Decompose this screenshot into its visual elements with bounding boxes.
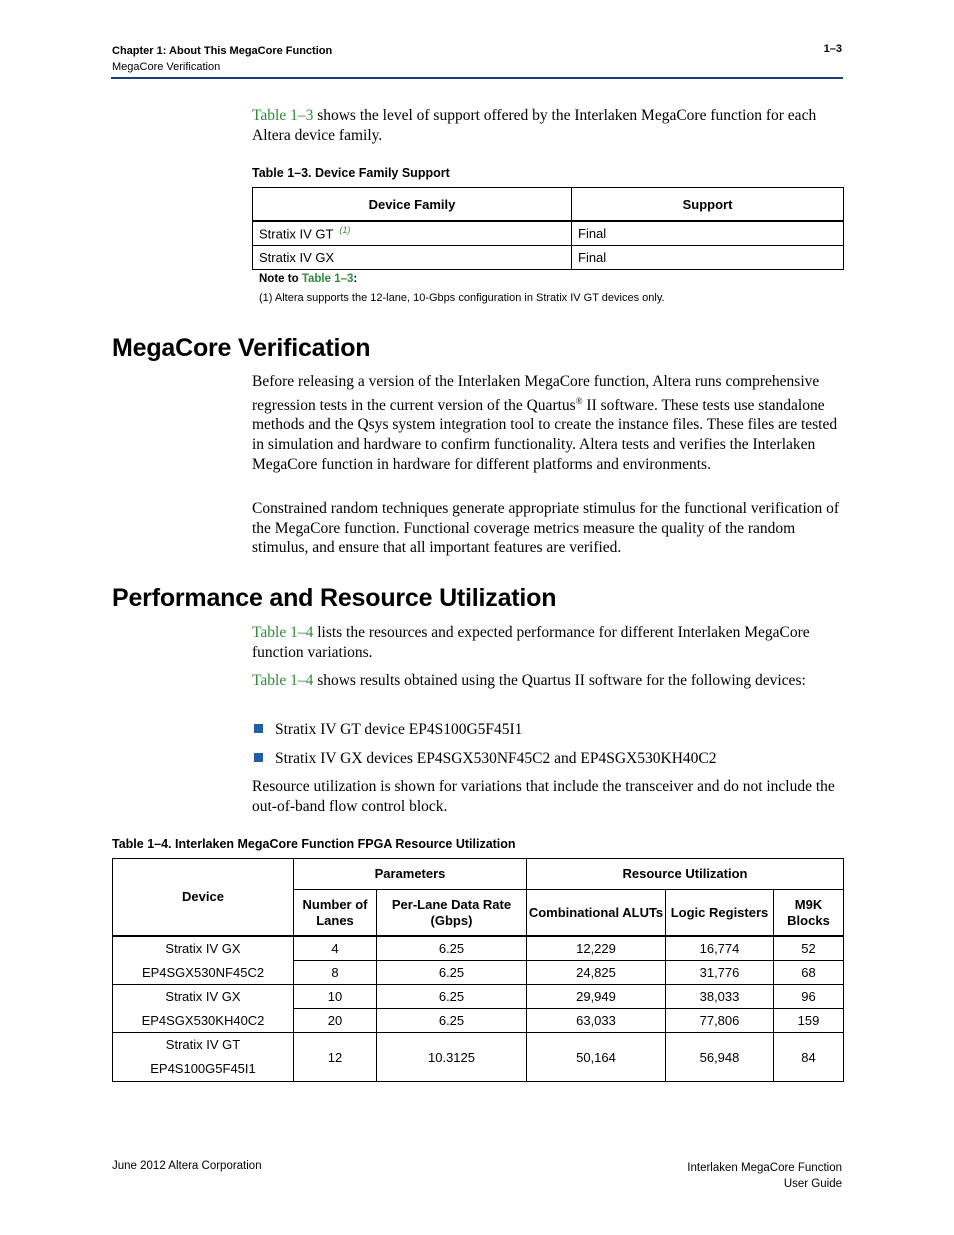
table-note: [259, 270, 665, 308]
heading-performance: Performance and Resource Utilization: [112, 584, 557, 612]
p2-text: shows results obtained using the Quartus II software for the following devices:: [313, 672, 806, 689]
cell-m9k: 68: [774, 961, 844, 985]
verification-paragraph-2: Constrained random techniques generate appropriate stimulus for the functional verification of the MegaCore function. Functional coverage metrics measure the quality of the random stimulus, and ensure that all important features are verified.: [252, 500, 840, 557]
p1-text-b: II software. These tests use standalone methods and the Qsys system integration tool to create the instance files. These files are tested in simulation and hardware to confirm functionality. Altera tests and verifies the Interlaken MegaCore function in hardware for different platforms and environments.: [252, 396, 838, 473]
cell-family: Stratix IV GX: [253, 246, 572, 270]
table-row: [253, 221, 844, 246]
table-1-3-link[interactable]: Table 1–3: [252, 107, 314, 124]
cell-rate: 6.25: [377, 1009, 527, 1033]
bullet-text: Stratix IV GX devices EP4SGX530NF45C2 and EP4SGX530KH40C2: [275, 750, 717, 767]
table-row: [113, 936, 844, 961]
cell-support: Final: [572, 221, 844, 246]
performance-paragraph-3: Resource utilization is shown for variations that include the transceiver and do not include the out-of-band flow control block.: [252, 778, 835, 815]
table-1-4-link[interactable]: Table 1–4: [252, 672, 314, 689]
cell-m9k: 84: [774, 1033, 844, 1082]
resource-utilization-table: [112, 858, 844, 1082]
col-header-aluts: Combinational ALUTs: [527, 890, 666, 937]
col-header-device-family: Device Family: [253, 188, 572, 222]
table-row: [113, 961, 844, 985]
performance-paragraph-1: [252, 623, 844, 662]
bullet-text: Stratix IV GT device EP4S100G5F45I1: [275, 721, 523, 738]
cell-registers: 38,033: [666, 985, 774, 1009]
col-header-lanes: Number of Lanes: [294, 890, 377, 937]
cell-support: Final: [572, 246, 844, 270]
cell-lanes: 10: [294, 985, 377, 1009]
cell-rate: 10.3125: [377, 1033, 527, 1082]
registered-mark: ®: [575, 395, 583, 406]
cell-lanes: 4: [294, 936, 377, 961]
cell-aluts: 29,949: [527, 985, 666, 1009]
performance-paragraph-2: [252, 671, 844, 691]
footer-date-company: June 2012 Altera Corporation: [112, 1160, 262, 1172]
device-cell: [113, 1033, 294, 1082]
device-part-number: EP4SGX530KH40C2: [113, 1009, 294, 1033]
note-prefix: Note to: [259, 273, 302, 285]
cell-registers: 31,776: [666, 961, 774, 985]
p1-text: lists the resources and expected performance for different Interlaken MegaCore function variations.: [252, 624, 810, 661]
section-title: MegaCore Verification: [112, 61, 221, 73]
cell-lanes: 20: [294, 1009, 377, 1033]
footnote-ref[interactable]: (1): [339, 225, 351, 236]
cell-rate: 6.25: [377, 961, 527, 985]
footer-doc-type: User Guide: [783, 1178, 842, 1190]
cell-registers: 77,806: [666, 1009, 774, 1033]
table-row: [253, 246, 844, 270]
cell-lanes: 12: [294, 1033, 377, 1082]
footer-title: [687, 1160, 842, 1192]
table-1-4-caption: Table 1–4. Interlaken MegaCore Function FPGA Resource Utilization: [112, 837, 516, 851]
bullet-square-icon: [254, 724, 263, 733]
cell-aluts: 24,825: [527, 961, 666, 985]
table-1-3-caption: Table 1–3. Device Family Support: [252, 166, 450, 180]
cell-registers: 56,948: [666, 1033, 774, 1082]
table-row: [113, 985, 844, 1009]
p1-text-a: Before releasing a version of the Interlaken MegaCore function, Altera runs comprehensive regression tests in the current version of the Quartus: [252, 373, 820, 414]
device-family-table: [252, 187, 844, 270]
col-header-support: Support: [572, 188, 844, 222]
header-rule: [111, 77, 843, 79]
device-part-number: EP4SGX530NF45C2: [113, 961, 294, 985]
cell-m9k: 52: [774, 936, 844, 961]
col-header-device: Device: [113, 859, 294, 937]
note-table-link[interactable]: Table 1–3: [301, 273, 354, 285]
footnote-text: (1) Altera supports the 12-lane, 10-Gbps configuration in Stratix IV GT devices only.: [259, 292, 665, 304]
col-header-parameters: Parameters: [294, 859, 527, 890]
table-row: [113, 1009, 844, 1033]
cell-aluts: 63,033: [527, 1009, 666, 1033]
intro-text: shows the level of support offered by the Interlaken MegaCore function for each Altera device family.: [252, 107, 817, 144]
cell-m9k: 159: [774, 1009, 844, 1033]
cell-rate: 6.25: [377, 936, 527, 961]
cell-aluts: 12,229: [527, 936, 666, 961]
col-header-m9k: M9K Blocks: [774, 890, 844, 937]
device-name: Stratix IV GX: [113, 985, 294, 1009]
col-header-logic-registers: Logic Registers: [666, 890, 774, 937]
cell-registers: 16,774: [666, 936, 774, 961]
running-header: [112, 43, 332, 75]
footer-doc-title: Interlaken MegaCore Function: [687, 1162, 842, 1174]
cell-lanes: 8: [294, 961, 377, 985]
device-name: Stratix IV GX: [113, 936, 294, 961]
verification-paragraph-1: [252, 372, 844, 474]
bullet-square-icon: [254, 753, 263, 762]
col-header-resource-utilization: Resource Utilization: [527, 859, 844, 890]
page-number: 1–3: [823, 43, 842, 55]
note-suffix: :: [353, 273, 358, 285]
heading-megacore-verification: MegaCore Verification: [112, 334, 371, 362]
col-header-data-rate: Per-Lane Data Rate (Gbps): [377, 890, 527, 937]
cell-m9k: 96: [774, 985, 844, 1009]
cell-family: [253, 221, 572, 246]
cell-rate: 6.25: [377, 985, 527, 1009]
intro-paragraph: [252, 106, 844, 145]
device-name: Stratix IV GT: [165, 1037, 241, 1052]
table-row: [113, 1033, 844, 1082]
table-1-4-link[interactable]: Table 1–4: [252, 624, 314, 641]
chapter-title: Chapter 1: About This MegaCore Function: [112, 45, 333, 57]
device-part-number: EP4S100G5F45I1: [150, 1061, 256, 1076]
family-name: Stratix IV GT: [259, 226, 334, 242]
cell-aluts: 50,164: [527, 1033, 666, 1082]
